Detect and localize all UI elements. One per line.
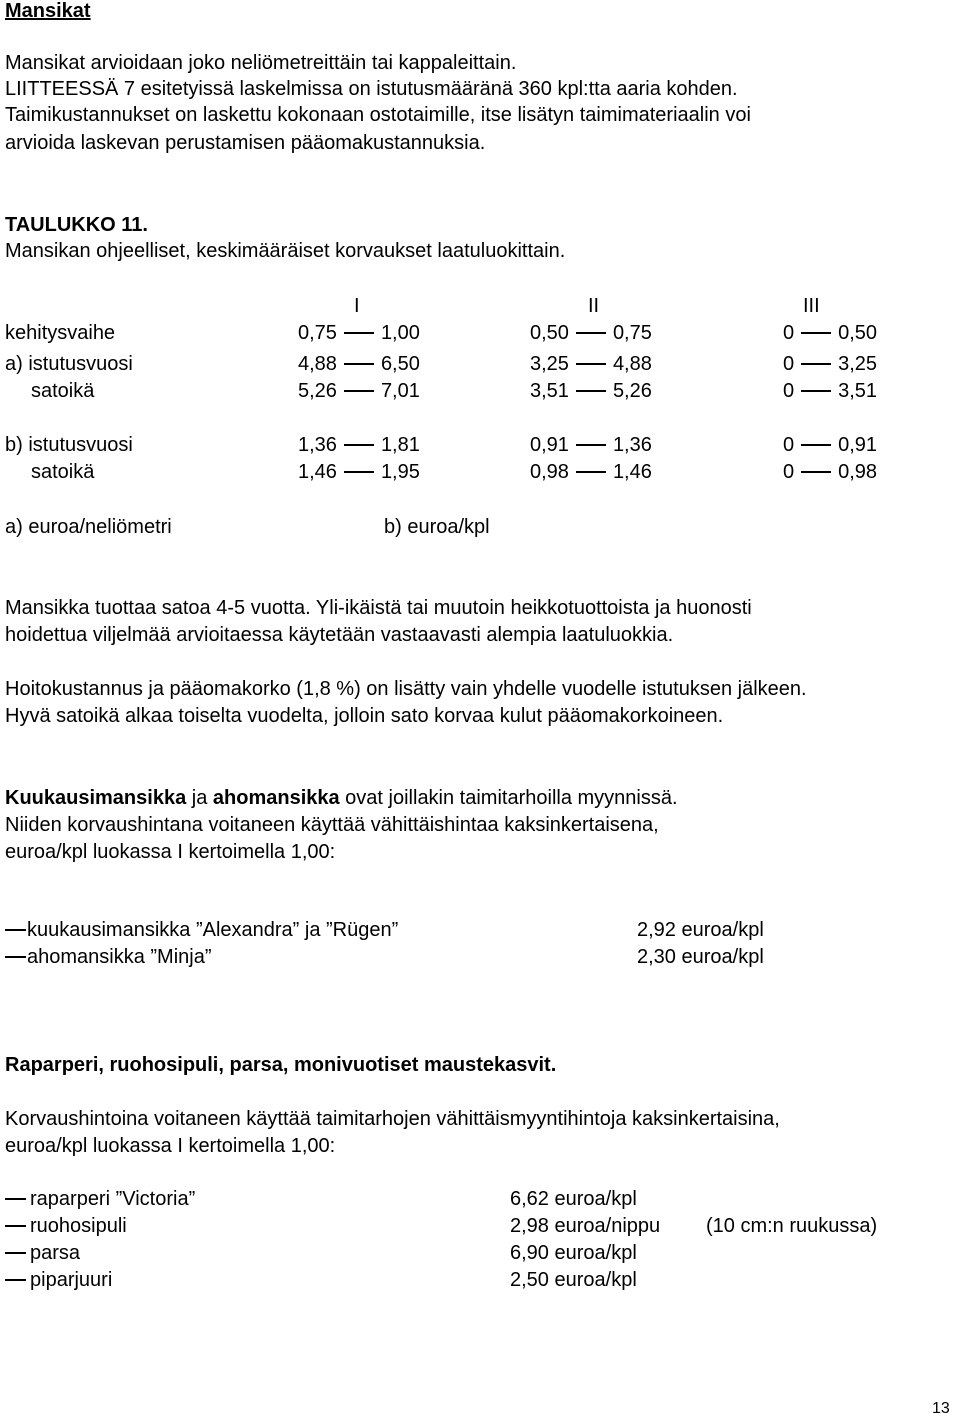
dash-icon (801, 471, 831, 473)
dash-icon (801, 390, 831, 392)
range-high: 6,50 (380, 353, 420, 375)
paragraph-line: Korvaushintoina voitaneen käyttää taimitarhojen vähittäismyyntihintoja kaksinkertaisina, (5, 1108, 780, 1130)
item-price: 2,30 euroa/kpl (637, 946, 764, 968)
range-high: 4,88 (612, 353, 652, 375)
range-low: 0,50 (530, 322, 569, 344)
range-high: 0,98 (838, 461, 878, 483)
range-cell (530, 379, 652, 403)
range-high: 0,50 (838, 322, 878, 344)
paragraph-line: Hoitokustannus ja pääomakorko (1,8 %) on lisätty vain yhdelle vuodelle istutuksen jälkeen. (5, 678, 807, 700)
range-low: 1,46 (298, 461, 337, 483)
range-high: 3,51 (838, 380, 878, 402)
kuuk-line-2: Niiden korvaushintana voitaneen käyttää vähittäishintaa kaksinkertaisena, (5, 814, 659, 836)
range-low: 5,26 (298, 380, 337, 402)
range-low: 0 (783, 434, 795, 456)
range-high: 7,01 (380, 380, 420, 402)
range-cell (298, 433, 420, 457)
legend-a: a) euroa/neliömetri (5, 516, 172, 538)
dash-icon (576, 444, 606, 446)
range-cell (530, 321, 652, 345)
dash-icon (5, 1252, 26, 1254)
intro-line: arvioida laskevan perustamisen pääomakustannuksia. (5, 132, 486, 154)
class-header-ii: II (588, 295, 600, 317)
paragraph-line: hoidettua viljelmää arvioitaessa käytetään vastaavasti alempia laatuluokkia. (5, 624, 674, 646)
dash-icon (801, 332, 831, 334)
range-high: 1,81 (380, 434, 420, 456)
list-item (5, 1241, 80, 1265)
item-price: 6,90 euroa/kpl (510, 1242, 637, 1264)
range-cell (783, 379, 877, 403)
dash-icon (5, 929, 26, 931)
dash-icon (801, 363, 831, 365)
item-price: 6,62 euroa/kpl (510, 1188, 637, 1210)
row-label: satoikä (31, 461, 95, 483)
range-high: 0,91 (838, 434, 878, 456)
class-header-i: I (354, 295, 360, 317)
kuuk-line-1 (5, 786, 678, 810)
list-item (5, 1214, 127, 1238)
item-name: ruohosipuli (30, 1215, 127, 1237)
dash-icon (5, 1198, 26, 1200)
range-high: 1,36 (612, 434, 652, 456)
kuuk-bold-1: Kuukausimansikka (5, 787, 187, 809)
item-price: 2,92 euroa/kpl (637, 919, 764, 941)
table-caption: Mansikan ohjeelliset, keskimääräiset korvaukset laatuluokittain. (5, 240, 566, 262)
range-cell (783, 433, 877, 457)
item-price: 2,50 euroa/kpl (510, 1269, 637, 1291)
range-low: 3,51 (530, 380, 569, 402)
item-name: ahomansikka ”Minja” (27, 946, 212, 968)
range-cell (530, 352, 652, 376)
row-label: kehitysvaihe (5, 322, 116, 344)
range-cell (298, 321, 420, 345)
range-high: 1,95 (380, 461, 420, 483)
dash-icon (5, 956, 26, 958)
range-high: 3,25 (838, 353, 878, 375)
dash-icon (576, 363, 606, 365)
list-item (5, 1187, 195, 1211)
item-price: 2,98 euroa/nippu (510, 1215, 661, 1237)
intro-line: Mansikat arvioidaan joko neliömetreittäin tai kappaleittain. (5, 52, 517, 74)
dash-icon (344, 471, 374, 473)
dash-icon (5, 1279, 26, 1281)
page-number: 13 (932, 1400, 950, 1417)
dash-icon (576, 390, 606, 392)
legend-b: b) euroa/kpl (384, 516, 490, 538)
range-high: 5,26 (612, 380, 652, 402)
paragraph-line: euroa/kpl luokassa I kertoimella 1,00: (5, 1135, 336, 1157)
range-low: 1,36 (298, 434, 337, 456)
intro-line: Taimikustannukset on laskettu kokonaan ostotaimille, itse lisätyn taimimateriaalin voi (5, 104, 751, 126)
row-label: b) istutusvuosi (5, 434, 133, 456)
section-title: Raparperi, ruohosipuli, parsa, monivuotiset maustekasvit. (5, 1054, 557, 1076)
dash-icon (344, 444, 374, 446)
range-cell (298, 460, 420, 484)
range-low: 0 (783, 353, 795, 375)
dash-icon (344, 363, 374, 365)
dash-icon (576, 471, 606, 473)
range-cell (530, 460, 652, 484)
range-cell (783, 352, 877, 376)
range-low: 0 (783, 461, 795, 483)
kuuk-rest: ovat joillakin taimitarhoilla myynnissä. (339, 787, 678, 809)
paragraph-line: Mansikka tuottaa satoa 4-5 vuotta. Yli-ikäistä tai muutoin heikkotuottoista ja huonosti (5, 597, 752, 619)
list-item (5, 1268, 112, 1292)
range-cell (298, 352, 420, 376)
list-item (5, 945, 212, 969)
class-header-iii: III (803, 295, 820, 317)
range-low: 4,88 (298, 353, 337, 375)
intro-line: LIITTEESSÄ 7 esitetyissä laskelmissa on istutusmääränä 360 kpl:tta aaria kohden. (5, 78, 738, 100)
kuuk-line-3: euroa/kpl luokassa I kertoimella 1,00: (5, 841, 336, 863)
range-high: 1,00 (380, 322, 420, 344)
item-name: piparjuuri (30, 1269, 113, 1291)
range-cell (530, 433, 652, 457)
range-low: 0,75 (298, 322, 337, 344)
range-high: 1,46 (612, 461, 652, 483)
range-low: 0 (783, 380, 795, 402)
kuuk-bold-2: ahomansikka (212, 787, 340, 809)
dash-icon (344, 332, 374, 334)
paragraph-line: Hyvä satoikä alkaa toiselta vuodelta, jolloin sato korvaa kulut pääomakorkoineen. (5, 705, 724, 727)
range-low: 0,91 (530, 434, 569, 456)
row-label: a) istutusvuosi (5, 353, 133, 375)
item-note: (10 cm:n ruukussa) (706, 1215, 878, 1237)
list-item (5, 918, 398, 942)
range-low: 3,25 (530, 353, 569, 375)
table-title: TAULUKKO 11. (5, 214, 148, 236)
range-cell (783, 321, 877, 345)
range-low: 0 (783, 322, 795, 344)
range-low: 0,98 (530, 461, 569, 483)
range-high: 0,75 (612, 322, 652, 344)
range-cell (783, 460, 877, 484)
item-name: kuukausimansikka ”Alexandra” ja ”Rügen” (27, 919, 399, 941)
page-title: Mansikat (5, 0, 91, 22)
dash-icon (5, 1225, 26, 1227)
dash-icon (801, 444, 831, 446)
item-name: parsa (30, 1242, 81, 1264)
range-cell (298, 379, 420, 403)
row-label: satoikä (31, 380, 95, 402)
dash-icon (576, 332, 606, 334)
item-name: raparperi ”Victoria” (30, 1188, 196, 1210)
dash-icon (344, 390, 374, 392)
kuuk-mid: ja (186, 787, 213, 809)
